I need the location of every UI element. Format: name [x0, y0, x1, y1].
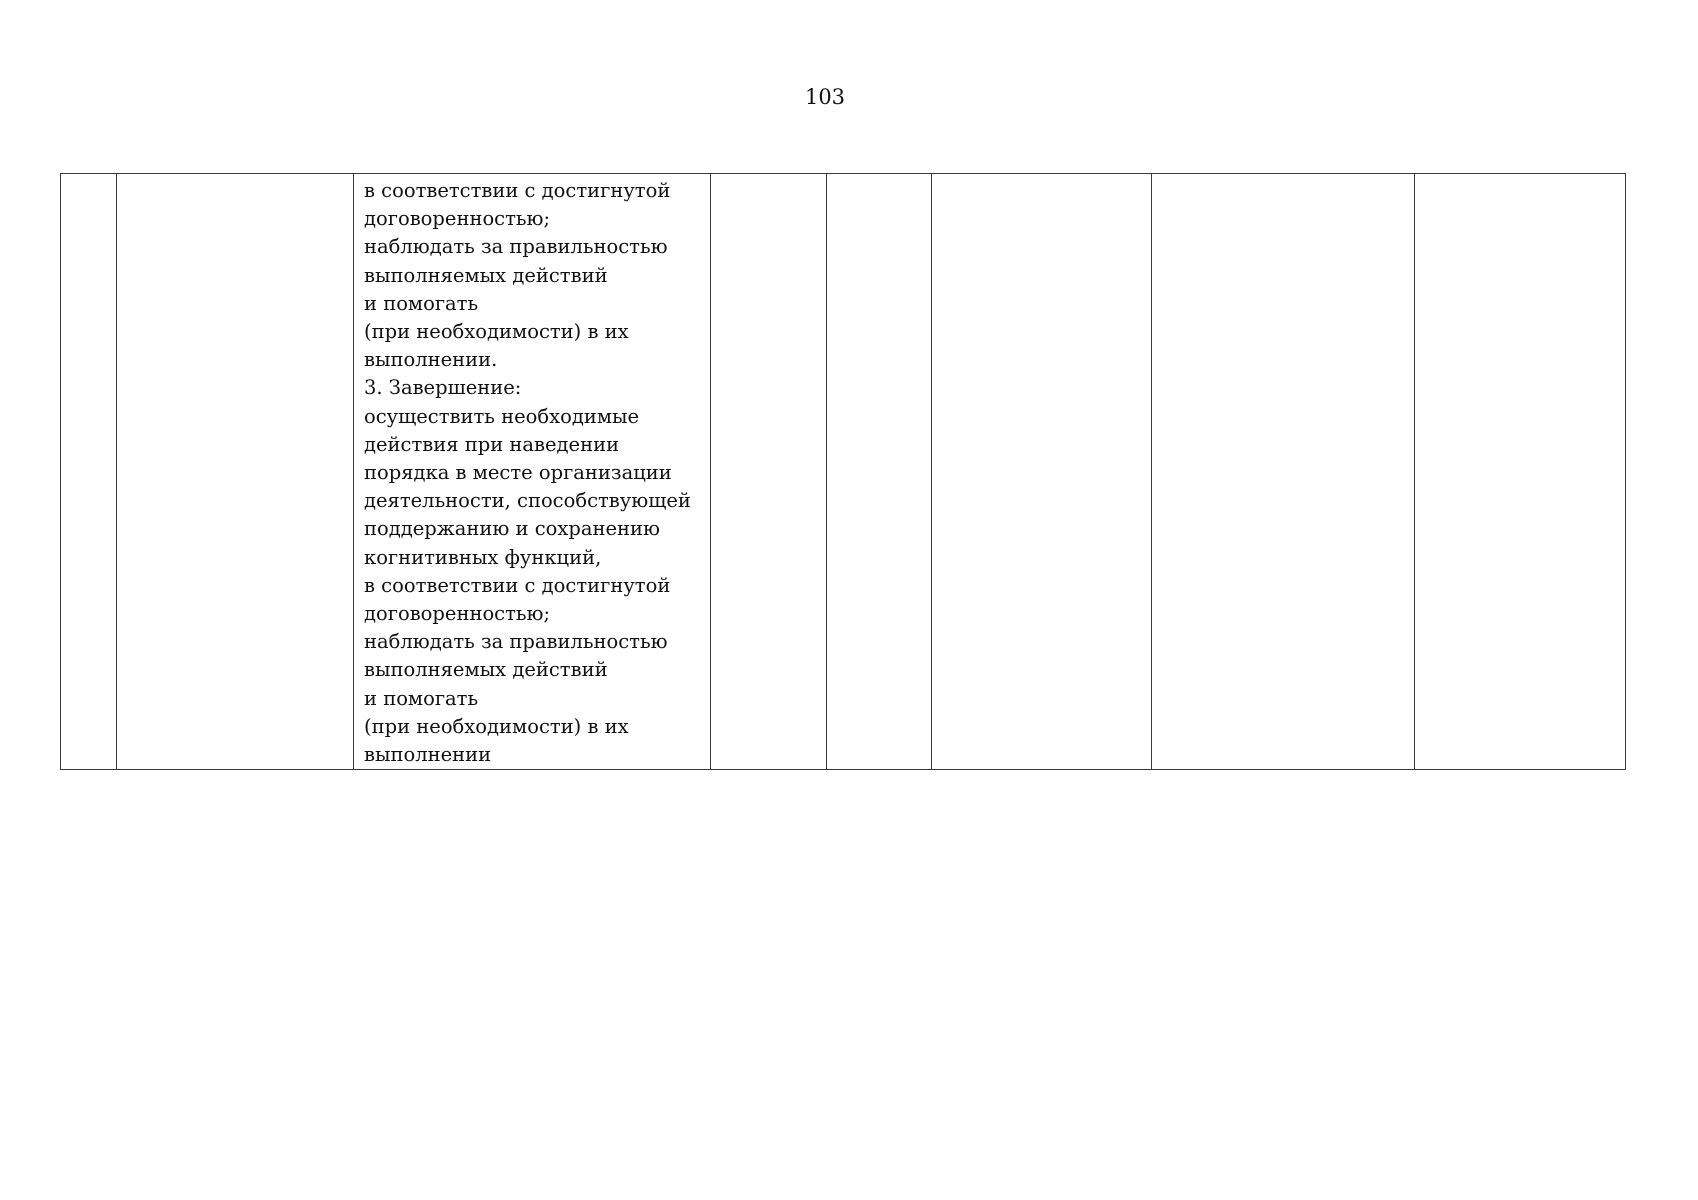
text-line: наблюдать за правильностью — [364, 630, 668, 654]
text-line: договоренностью; — [364, 602, 551, 626]
text-line: в соответствии с достигнутой — [364, 573, 671, 597]
text-line: выполняемых действий — [364, 658, 608, 682]
text-line: порядка в месте организации — [364, 461, 672, 485]
page-number: 103 — [804, 85, 846, 109]
text-line: наблюдать за правильностью — [364, 235, 668, 259]
table-cell-col5 — [827, 174, 932, 770]
table-cell-col2 — [117, 174, 354, 770]
text-line: (при необходимости) в их — [364, 714, 629, 738]
text-line: и помогать — [364, 291, 479, 315]
text-line: в соответствии с достигнутой — [364, 179, 671, 202]
text-line: поддержанию и сохранению — [364, 517, 660, 541]
text-line: 3. Завершение: — [364, 376, 522, 400]
text-line: выполнении — [364, 743, 492, 767]
text-line: и помогать — [364, 686, 479, 710]
table-cell-col3 — [354, 174, 711, 770]
text-line: (при необходимости) в их — [364, 320, 629, 344]
text-line: договоренностью; — [364, 207, 551, 231]
text-line: выполнении. — [364, 348, 498, 372]
table-row — [61, 174, 1626, 770]
table-cell-col8 — [1415, 174, 1626, 770]
text-line: действия при наведении — [364, 432, 620, 456]
table-cell-col6 — [932, 174, 1152, 770]
document-table — [60, 173, 1626, 770]
text-line: деятельности, способствующей — [364, 489, 691, 513]
table-cell-col1 — [61, 174, 117, 770]
text-line: когнитивных функций, — [364, 545, 602, 569]
cell-text-block — [354, 174, 710, 769]
text-line: выполняемых действий — [364, 263, 608, 287]
table-cell-col4 — [711, 174, 827, 770]
text-line: осуществить необходимые — [364, 404, 640, 428]
table-cell-col7 — [1152, 174, 1415, 770]
